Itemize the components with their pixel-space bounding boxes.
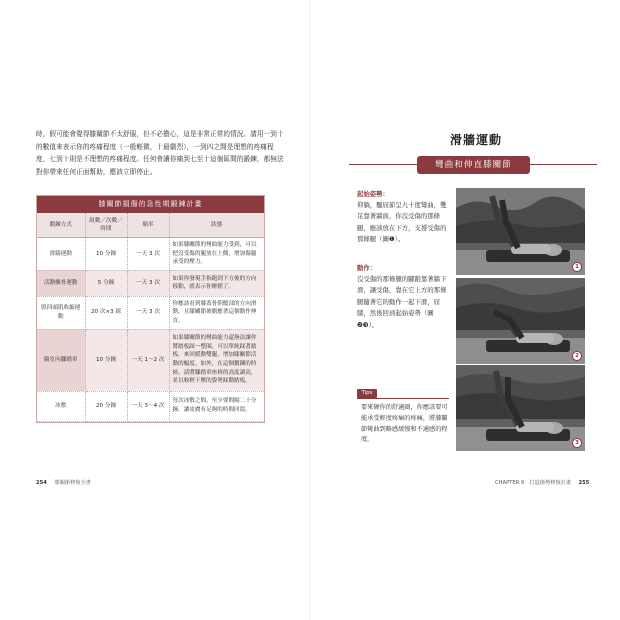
chapter-title: CHAPTER 9 打造傷勢修復計畫 (495, 480, 571, 486)
sets-cell: 10 分鐘 (85, 329, 127, 391)
sets-cell: 20 次×3 組 (85, 296, 127, 329)
start-position-label: 起始姿勢： (357, 190, 389, 198)
method-cell: 冰敷 (37, 391, 85, 421)
photo-2-image (456, 278, 585, 364)
subtitle: 彎曲和伸直膝關節 (417, 156, 530, 174)
right-footer (495, 479, 595, 486)
status-cell: 每次冰敷之間，至少要間隔二十分鐘，讓皮膚有足夠的時間回溫。 (169, 391, 264, 421)
frequency-cell: 一天 3～4 次 (127, 391, 169, 421)
photo-badge-1: 1 (572, 262, 582, 272)
table-row (37, 296, 264, 329)
status-cell: 如果膝關節的彎曲能力還無法讓你將踏板踩一整圈，可以單純踩著踏板，來回緩動雙腿，增加膝關節活動的幅度。如外，在這個鍛鍊的時候，請將腳踏車座椅的高度調高，並以較輕下壓的姿勢踩動踏板。 (169, 329, 264, 391)
frequency-cell: 一天 3 次 (127, 238, 169, 271)
photo-3-image (456, 365, 585, 451)
table-row (37, 391, 264, 421)
photo-badge-3: 3 (572, 438, 582, 448)
start-position-text: 仰躺，髖屈節呈九十度彎曲，雙足靠著牆面，你沒受傷的那條腿，應該放在下方，支撐受傷的那條腿（圖❶）。 (357, 201, 447, 244)
rehab-plan-table (36, 195, 265, 423)
frequency-cell: 一天 3 次 (127, 270, 169, 296)
body-paragraph: 時，假可能會覺得膝關節不太舒服，但不必擔心，這是非常正常的情況。請用一到十的數值來表示你的疼痛程度（一般輕微，十最劇烈），一到四之間是理想的疼痛程度，七到十則是不理想的疼痛程度。任何會讓你痛到七至十這個區間的鍛鍊，都無法對你帶來任何正面幫助，應該立即停止。 (36, 130, 284, 176)
sets-cell: 5 分鐘 (85, 270, 127, 296)
table-row (37, 329, 264, 391)
method-cell: 活動髕骨運動 (37, 270, 85, 296)
subtitle-banner (349, 153, 597, 177)
status-cell: 如果膝關節的彎曲能力受到，可以把沒受傷的腿放在上側，增加傷腿承受的壓力。 (169, 238, 264, 271)
action-text: 沒受傷的那條腿的腳跟靠著牆下滑，讓受傷，靠在它上方的那條腿隨著它的動作一起下滑，屈膝，然後回到起始姿勢（圖❷❸）。 (357, 275, 447, 329)
sets-cell: 20 分鐘 (85, 391, 127, 421)
table-row (37, 238, 264, 271)
table-header-cell: 頻率 (127, 213, 169, 238)
tips-rule (357, 398, 449, 399)
tips-tab: Tips (357, 389, 377, 398)
table-header-cell: 鍛鍊方式 (37, 213, 85, 238)
sets-cell: 10 分鐘 (85, 238, 127, 271)
method-cell: 騎室內腳踏車 (37, 329, 85, 391)
photo-1-image (456, 188, 585, 275)
exercise-photo-1 (456, 188, 585, 275)
table-header-row (37, 213, 264, 238)
table-title: 膝關節損傷的急性期鍛鍊計畫 (37, 196, 264, 213)
frequency-cell: 一天 1～2 次 (127, 329, 169, 391)
exercise-photo-2 (456, 278, 585, 364)
method-cell: 股四頭肌收縮運動 (37, 296, 85, 329)
page-gutter (309, 0, 310, 620)
section-title: 滑牆運動 (450, 133, 503, 147)
table-header-cell: 組數／次數／時間 (85, 213, 127, 238)
method-cell: 滑牆運動 (37, 238, 85, 271)
book-title: 膝關節修復全書 (54, 480, 91, 486)
plan-table (37, 213, 264, 422)
left-footer (36, 479, 91, 486)
status-cell: 如果你發現手指跑到下方後的方向移動，就表示你辦錯了。 (169, 270, 264, 296)
table-row (37, 270, 264, 296)
frequency-cell: 一天 3 次 (127, 296, 169, 329)
status-cell: 你應該看到膝蓋骨朝髖部的方向滑動，且膝關節後側應著這個動作伸直。 (169, 296, 264, 329)
photo-badge-2: 2 (572, 351, 582, 361)
table-header-cell: 狀態 (169, 213, 264, 238)
exercise-photo-3 (456, 365, 585, 451)
tips-text: 要來硬你的舒適圈，你應該要可能承受輕度疼痛的疼痛，將膝關節彎曲到略感緩慢和不適感的程度。 (361, 404, 448, 444)
page-number: 254 (36, 480, 47, 486)
page-number: 255 (578, 480, 590, 486)
action-label: 動作： (357, 264, 377, 272)
